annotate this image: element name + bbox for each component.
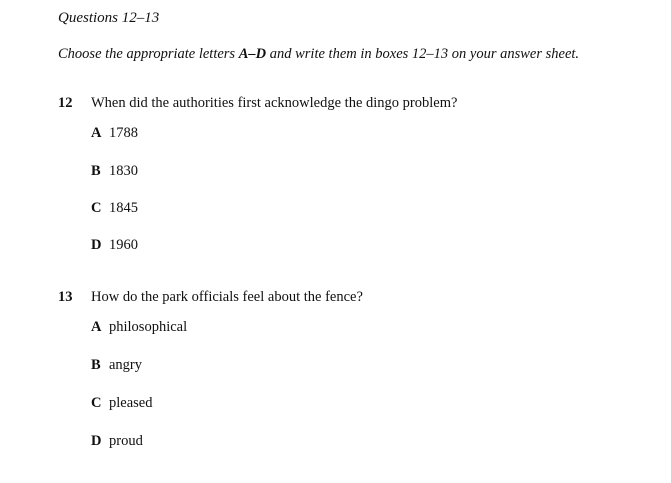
option-letter: A [91, 125, 102, 141]
option-b [91, 357, 142, 374]
instructions-suffix: and write them in boxes 12–13 on your answer sheet. [266, 46, 580, 62]
option-text: philosophical [109, 319, 188, 335]
instructions-range: A–D [238, 46, 267, 62]
option-c [91, 200, 138, 217]
option-letter: D [91, 433, 102, 449]
option-text: 1960 [109, 237, 138, 253]
option-letter: A [91, 319, 102, 335]
option-letter: D [91, 237, 102, 253]
option-c [91, 395, 152, 412]
question-number: 13 [58, 289, 73, 305]
option-d [91, 433, 143, 450]
option-text: pleased [109, 395, 153, 411]
option-letter: B [91, 357, 101, 373]
question-text: How do the park officials feel about the fence? [91, 289, 363, 305]
instructions [58, 44, 628, 64]
option-a [91, 319, 187, 336]
option-b [91, 163, 138, 180]
instructions-prefix: Choose the appropriate letters [58, 46, 239, 62]
option-text: 1788 [109, 125, 138, 141]
question-text: When did the authorities first acknowledge the dingo problem? [91, 95, 458, 111]
option-letter: C [91, 200, 102, 216]
section-title: Questions 12–13 [58, 10, 160, 26]
option-text: proud [109, 433, 143, 449]
option-d [91, 237, 138, 254]
option-letter: B [91, 163, 101, 179]
option-a [91, 125, 138, 142]
option-text: 1845 [109, 200, 138, 216]
option-letter: C [91, 395, 102, 411]
option-text: angry [109, 357, 143, 373]
option-text: 1830 [109, 163, 138, 179]
question-number: 12 [58, 95, 73, 111]
